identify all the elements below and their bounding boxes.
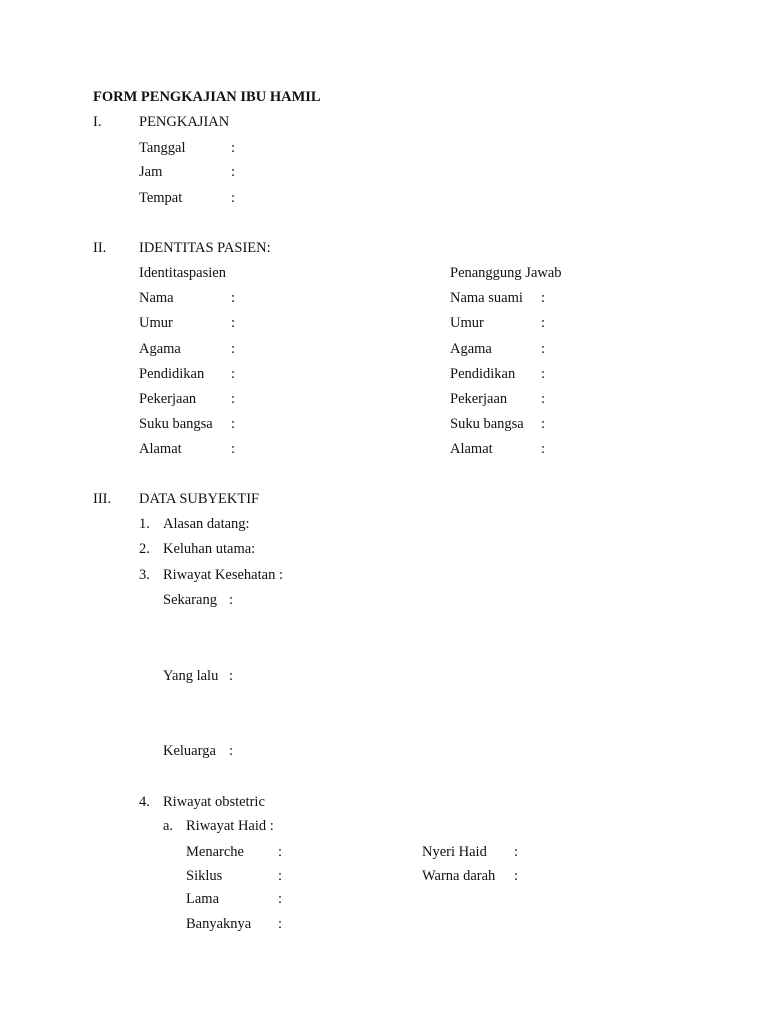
lama-label: Lama: [186, 891, 220, 907]
jam-label: Jam: [139, 164, 163, 180]
guarantor-pekerjaan-colon: :: [541, 391, 546, 407]
yang-lalu-label: Yang lalu: [163, 668, 219, 684]
nyeri-haid-label: Nyeri Haid: [422, 844, 487, 860]
guarantor-nama-label: Nama suami: [450, 290, 523, 306]
siklus-colon: :: [278, 868, 283, 884]
item-3-number: 3.: [139, 567, 150, 583]
riwayat-obstetric-label: Riwayat obstetric: [163, 794, 265, 810]
guarantor-suku-label: Suku bangsa: [450, 416, 524, 432]
tanggal-label: Tanggal: [139, 140, 186, 156]
keluarga-label: Keluarga: [163, 743, 216, 759]
guarantor-pendidikan-colon: :: [541, 366, 546, 382]
tempat-label: Tempat: [139, 190, 183, 206]
item-1-number: 1.: [139, 516, 150, 532]
banyaknya-label: Banyaknya: [186, 916, 252, 932]
guarantor-pendidikan-label: Pendidikan: [450, 366, 516, 382]
patient-agama-colon: :: [231, 341, 236, 357]
patient-identity-heading: Identitaspasien: [139, 265, 226, 281]
guarantor-pekerjaan-label: Pekerjaan: [450, 391, 508, 407]
section-2-heading: IDENTITAS PASIEN:: [139, 240, 271, 256]
guarantor-alamat-label: Alamat: [450, 441, 493, 457]
jam-colon: :: [231, 164, 236, 180]
form-title: FORM PENGKAJIAN IBU HAMIL: [93, 89, 321, 105]
patient-nama-label: Nama: [139, 290, 174, 306]
yang-lalu-colon: :: [229, 668, 234, 684]
guarantor-heading: Penanggung Jawab: [450, 265, 562, 281]
guarantor-alamat-colon: :: [541, 441, 546, 457]
lama-colon: :: [278, 891, 283, 907]
guarantor-nama-colon: :: [541, 290, 546, 306]
riwayat-kesehatan-label: Riwayat Kesehatan :: [163, 567, 283, 583]
keluarga-colon: :: [229, 743, 234, 759]
guarantor-umur-label: Umur: [450, 315, 484, 331]
patient-alamat-label: Alamat: [139, 441, 182, 457]
guarantor-umur-colon: :: [541, 315, 546, 331]
item-2-number: 2.: [139, 541, 150, 557]
section-1-number: I.: [93, 114, 102, 130]
patient-umur-label: Umur: [139, 315, 173, 331]
sekarang-label: Sekarang: [163, 592, 217, 608]
guarantor-agama-colon: :: [541, 341, 546, 357]
patient-umur-colon: :: [231, 315, 236, 331]
patient-pekerjaan-colon: :: [231, 391, 236, 407]
tanggal-colon: :: [231, 140, 236, 156]
patient-suku-colon: :: [231, 416, 236, 432]
menarche-label: Menarche: [186, 844, 244, 860]
warna-darah-label: Warna darah: [422, 868, 496, 884]
riwayat-haid-label: Riwayat Haid :: [186, 818, 274, 834]
section-2-number: II.: [93, 240, 107, 256]
patient-pekerjaan-label: Pekerjaan: [139, 391, 197, 407]
section-3-heading: DATA SUBYEKTIF: [139, 491, 260, 507]
nyeri-haid-colon: :: [514, 844, 519, 860]
alasan-datang-label: Alasan datang:: [163, 516, 250, 532]
section-1-heading: PENGKAJIAN: [139, 114, 230, 130]
patient-pendidikan-colon: :: [231, 366, 236, 382]
sekarang-colon: :: [229, 592, 234, 608]
patient-agama-label: Agama: [139, 341, 181, 357]
guarantor-suku-colon: :: [541, 416, 546, 432]
menarche-colon: :: [278, 844, 283, 860]
item-4-number: 4.: [139, 794, 150, 810]
section-3-number: III.: [93, 491, 112, 507]
warna-darah-colon: :: [514, 868, 519, 884]
banyaknya-colon: :: [278, 916, 283, 932]
siklus-label: Siklus: [186, 868, 223, 884]
tempat-colon: :: [231, 190, 236, 206]
guarantor-agama-label: Agama: [450, 341, 492, 357]
patient-suku-label: Suku bangsa: [139, 416, 213, 432]
patient-alamat-colon: :: [231, 441, 236, 457]
sub-a-letter: a.: [163, 818, 174, 834]
patient-nama-colon: :: [231, 290, 236, 306]
patient-pendidikan-label: Pendidikan: [139, 366, 205, 382]
keluhan-utama-label: Keluhan utama:: [163, 541, 256, 557]
